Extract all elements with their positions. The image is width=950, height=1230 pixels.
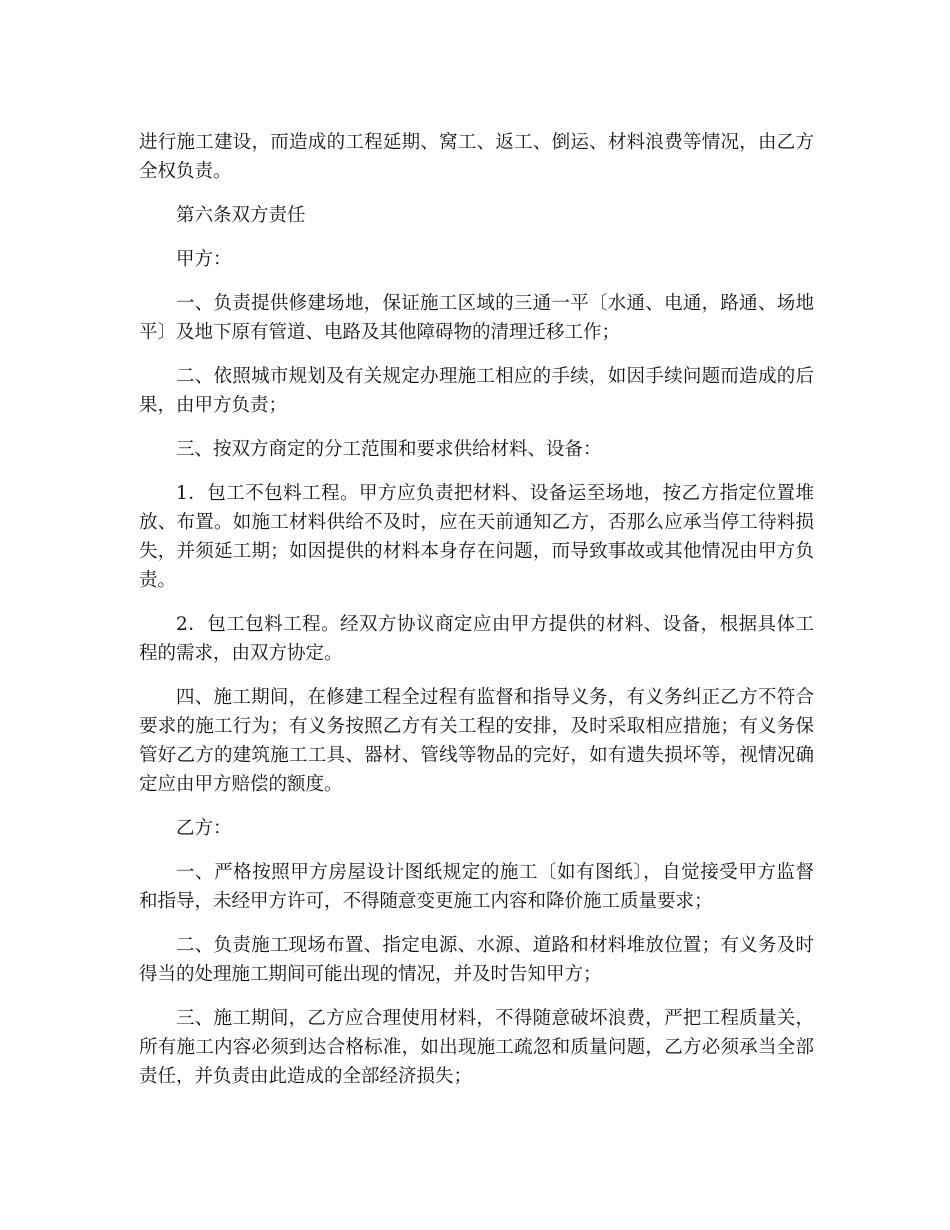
party-a-clause-1: 一、负责提供修建场地，保证施工区域的三通一平〔水通、电通，路通、场地平〕及地下原有管道、电路及其他障碍物的清理迁移工作； bbox=[139, 293, 814, 343]
party-b-clause-1: 一、严格按照甲方房屋设计图纸规定的施工〔如有图纸〕，自觉接受甲方监督和指导，未经甲方许可，不得随意变更施工内容和降价施工质量要求； bbox=[139, 862, 814, 912]
party-a-clause-2: 二、依照城市规划及有关规定办理施工相应的手续，如因手续问题而造成的后果，由甲方负责； bbox=[139, 366, 814, 416]
party-a-heading: 甲方： bbox=[176, 249, 232, 270]
paragraph-continuation: 进行施工建设，而造成的工程延期、窝工、返工、倒运、材料浪费等情况，由乙方全权负责。 bbox=[139, 132, 814, 182]
document-body bbox=[139, 128, 814, 1106]
party-a-clause-3-item-2: 2．包工包料工程。经双方协议商定应由甲方提供的材料、设备，根据具体工程的需求，由双方协定。 bbox=[139, 614, 814, 664]
party-a-clause-3: 三、按双方商定的分工范围和要求供给材料、设备： bbox=[176, 439, 602, 460]
party-a-clause-3-item-1: 1．包工不包料工程。甲方应负责把材料、设备运至场地，按乙方指定位置堆放、布置。如施工材料供给不及时，应在天前通知乙方，否那么应承当停工待料损失，并须延工期；如因提供的材料本身存在问题，而导致事故或其他情况由甲方负责。 bbox=[139, 483, 814, 591]
party-a-clause-4: 四、施工期间，在修建工程全过程有监督和指导义务，有义务纠正乙方不符合要求的施工行为；有义务按照乙方有关工程的安排，及时采取相应措施；有义务保管好乙方的建筑施工工具、器材、管线等物品的完好，如有遗失损坏等，视情况确定应由甲方赔偿的额度。 bbox=[139, 687, 814, 795]
party-b-clause-2: 二、负责施工现场布置、指定电源、水源、道路和材料堆放位置；有义务及时得当的处理施工期间可能出现的情况，并及时告知甲方； bbox=[139, 935, 814, 985]
party-b-heading: 乙方： bbox=[176, 818, 232, 839]
article-heading: 第六条双方责任 bbox=[176, 205, 306, 226]
party-b-clause-3: 三、施工期间，乙方应合理使用材料，不得随意破坏浪费，严把工程质量关，所有施工内容必须到达合格标准，如出现施工疏忽和质量问题，乙方必须承当全部责任，并负责由此造成的全部经济损失； bbox=[139, 1008, 814, 1087]
